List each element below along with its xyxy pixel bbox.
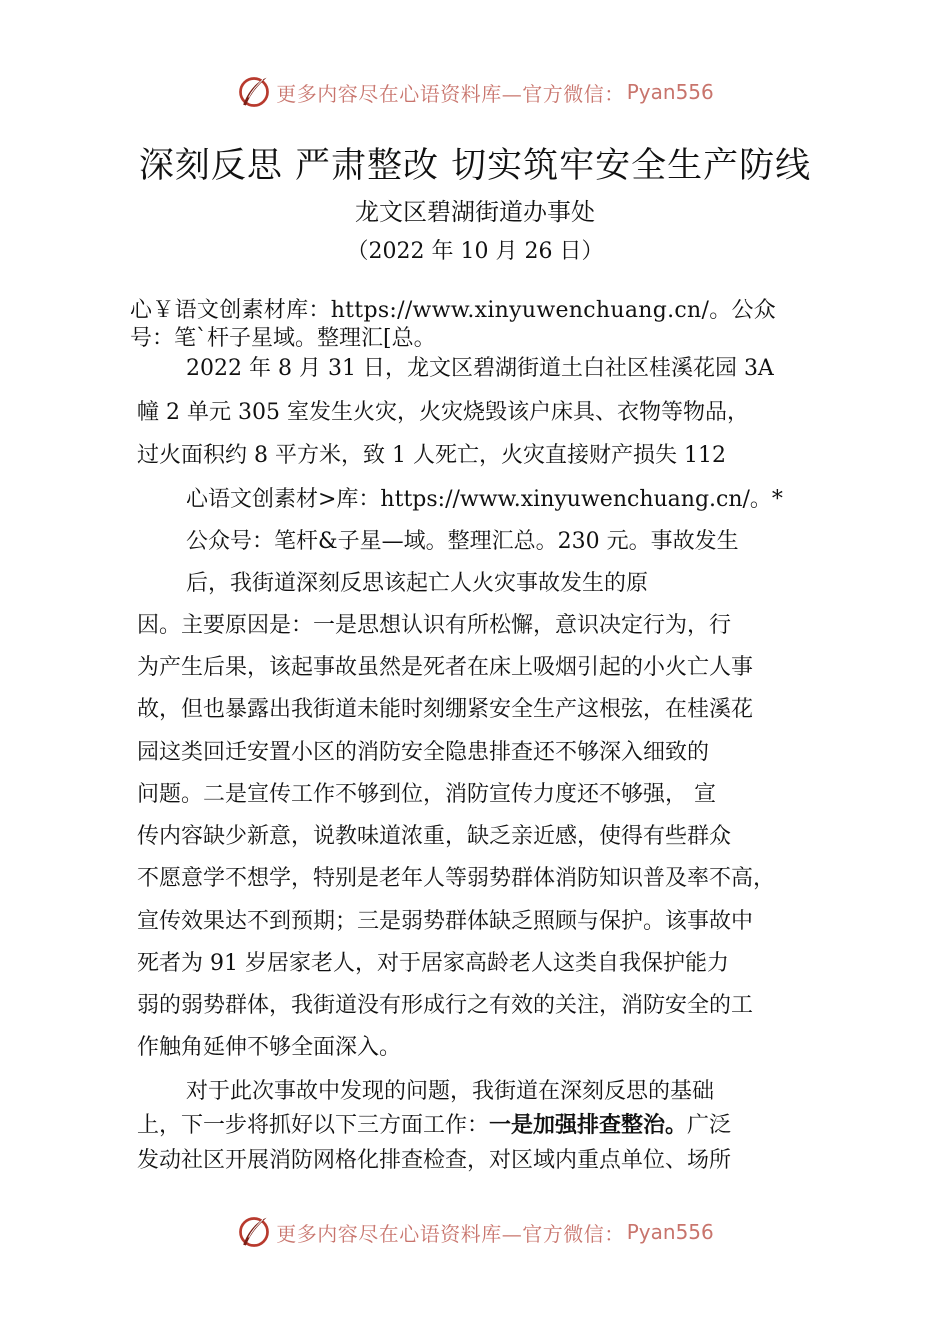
body-line: 幢 2 单元 305 室发生火灾，火灾烧毁该户床具、衣物等物品， [137,400,749,425]
body-line: 因。主要原因是：一是思想认识有所松懈，意识决定行为，行 [137,613,732,638]
document-date: （2022 年 10 月 26 日） [346,239,604,264]
body-line: 宣传效果达不到预期；三是弱势群体缺乏照顾与保护。该事故中 [137,909,754,934]
body-line: 对于此次事故中发现的问题，我街道在深刻反思的基础 [186,1079,715,1104]
body-line: 公众号：笔杆&子星—域。整理汇总。230 元。事故发生 [186,529,739,554]
body-line: 传内容缺少新意，说教味道浓重，缺乏亲近感，使得有些群众 [137,824,732,849]
feather-pen-logo-icon [236,74,272,110]
body-text: 上，下一步将抓好以下三方面工作： [137,1113,490,1138]
emphasis-heading: 一是加强排查整治。 [489,1113,688,1138]
banner-wechat-id: Pyan556 [626,1220,714,1244]
body-line: 心￥语文创素材库：https://www.xinyuwenchuang.cn/。公众 [130,298,777,323]
body-line: 不愿意学不想学，特别是老年人等弱势群体消防知识普及率不高， [137,866,776,891]
body-line: 后，我街道深刻反思该起亡人火灾事故发生的原 [186,571,649,596]
body-line: 发动社区开展消防网格化排查检查，对区域内重点单位、场所 [137,1148,732,1173]
body-line: 心语文创素材>库：https://www.xinyuwenchuang.cn/。* [186,487,783,512]
feather-pen-logo-icon [236,1214,272,1250]
body-line: 故，但也暴露出我街道未能时刻绷紧安全生产这根弦，在桂溪花 [137,697,754,722]
body-line: 死者为 91 岁居家老人，对于居家高龄老人这类自我保护能力 [137,951,729,976]
body-line: 2022 年 8 月 31 日，龙文区碧湖街道土白社区桂溪花园 3A [186,356,774,381]
body-line-mixed [137,1111,731,1141]
issuing-organization: 龙文区碧湖街道办事处 [355,198,595,226]
banner-text: 更多内容尽在心语资料库—官方微信： [276,81,625,106]
banner-text: 更多内容尽在心语资料库—官方微信： [276,1221,625,1246]
footer-banner [0,1210,950,1254]
body-line: 作触角延伸不够全面深入。 [137,1035,402,1060]
body-line: 号：笔`杆子星域。整理汇[总。 [130,326,436,351]
banner-wechat-id: Pyan556 [626,80,714,104]
document-title: 深刻反思 严肃整改 切实筑牢安全生产防线 [138,146,812,186]
body-line: 过火面积约 8 平方米，致 1 人死亡，火灾直接财产损失 112 [137,443,726,468]
header-banner [0,70,950,114]
body-line: 为产生后果，该起事故虽然是死者在床上吸烟引起的小火亡人事 [137,655,754,680]
body-line: 园这类回迁安置小区的消防安全隐患排查还不够深入细致的 [137,740,710,765]
body-line: 弱的弱势群体，我街道没有形成行之有效的关注，消防安全的工 [137,993,754,1018]
body-line: 问题。二是宣传工作不够到位，消防宣传力度还不够强， 宣 [137,782,716,807]
body-text: 广泛 [687,1113,732,1138]
